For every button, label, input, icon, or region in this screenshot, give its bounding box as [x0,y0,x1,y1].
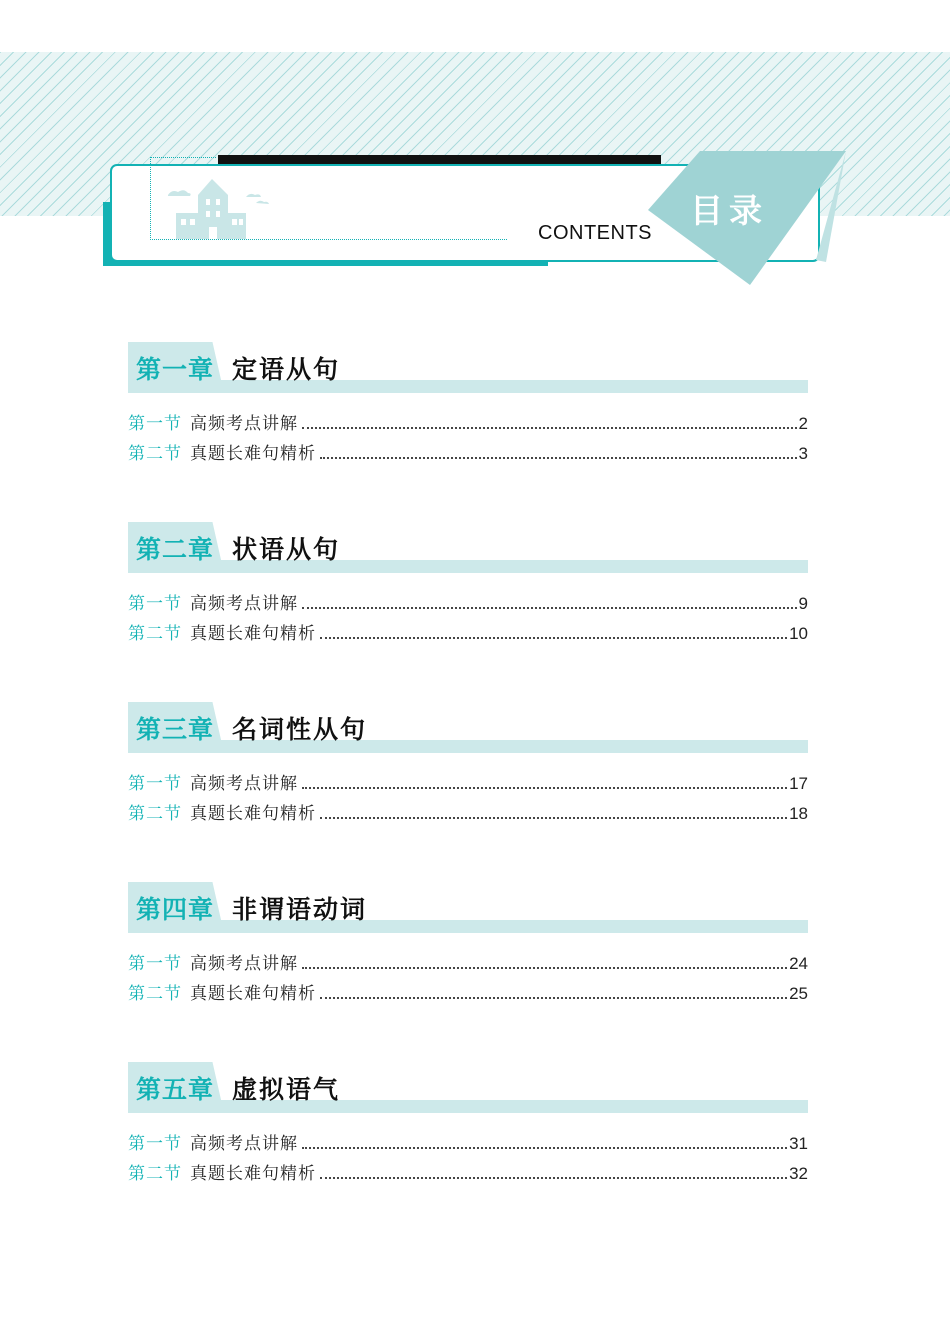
chapter-title[interactable]: 虚拟语气 [232,1075,341,1104]
section-number: 第二节 [128,1164,182,1184]
chapter-block [128,882,808,1032]
school-building-icon [166,175,276,239]
dot-leader [320,637,787,639]
section-title: 高频考点讲解 [190,1134,298,1154]
chapter-block [128,702,808,852]
chapter-title[interactable]: 名词性从句 [232,715,368,744]
page-number: 9 [798,594,808,613]
chapter-title[interactable]: 定语从句 [232,355,341,384]
section-number: 第二节 [128,624,182,644]
section-title: 真题长难句精析 [190,624,316,644]
section-title: 高频考点讲解 [190,954,298,974]
chapter-underline-bar [128,1100,808,1113]
dot-leader [302,427,797,429]
page-number: 10 [789,624,808,643]
chapter-heading [128,342,808,397]
section-title: 真题长难句精析 [190,804,316,824]
chapter-heading [128,1062,808,1117]
dot-leader [320,1177,787,1179]
dot-leader [320,817,787,819]
chapter-heading [128,522,808,577]
chapter-block [128,522,808,672]
chapter-heading [128,702,808,757]
chapter-underline-bar [128,380,808,393]
dot-leader [320,457,797,459]
page-number: 24 [789,954,808,973]
toc-entry[interactable] [128,1129,808,1159]
page-number: 32 [789,1164,808,1183]
section-number: 第一节 [128,594,182,614]
toc-entry[interactable] [128,589,808,619]
dot-leader [302,607,797,609]
dot-leader [302,1147,787,1149]
toc-entry[interactable] [128,439,808,469]
chapter-number: 第一章 [136,355,215,384]
toc-entry[interactable] [128,409,808,439]
section-title: 高频考点讲解 [190,414,298,434]
toc-entry[interactable] [128,949,808,979]
dot-leader [302,967,787,969]
section-title: 真题长难句精析 [190,1164,316,1184]
section-number: 第二节 [128,444,182,464]
section-number: 第二节 [128,804,182,824]
page-number: 18 [789,804,808,823]
page-number: 2 [798,414,808,433]
dot-leader [302,787,787,789]
page-number: 17 [789,774,808,793]
toc-entry[interactable] [128,1159,808,1189]
toc-entry[interactable] [128,769,808,799]
section-title: 真题长难句精析 [190,444,316,464]
chapter-block [128,342,808,492]
toc-entry[interactable] [128,619,808,649]
section-title: 真题长难句精析 [190,984,316,1004]
section-title: 高频考点讲解 [190,774,298,794]
chapter-number: 第三章 [136,715,215,744]
chapter-number: 第四章 [136,895,215,924]
chapter-underline-bar [128,560,808,573]
dot-leader [320,997,787,999]
toc-entry[interactable] [128,799,808,829]
toc-entry[interactable] [128,979,808,1009]
page-number: 31 [789,1134,808,1153]
section-number: 第一节 [128,1134,182,1154]
chapter-heading [128,882,808,937]
section-number: 第一节 [128,774,182,794]
contents-chinese-title: 目录 [690,191,768,230]
chapter-number: 第二章 [136,535,215,564]
section-number: 第一节 [128,414,182,434]
chapter-block [128,1062,808,1212]
chapter-title[interactable]: 非谓语动词 [232,895,368,924]
page-number: 3 [798,444,808,463]
section-number: 第一节 [128,954,182,974]
chapter-number: 第五章 [136,1075,215,1104]
page-number: 25 [789,984,808,1003]
section-number: 第二节 [128,984,182,1004]
section-title: 高频考点讲解 [190,594,298,614]
chapter-underline-bar [128,740,808,753]
chapter-underline-bar [128,920,808,933]
chapter-title[interactable]: 状语从句 [232,535,341,564]
contents-english-title: CONTENTS [538,222,652,244]
